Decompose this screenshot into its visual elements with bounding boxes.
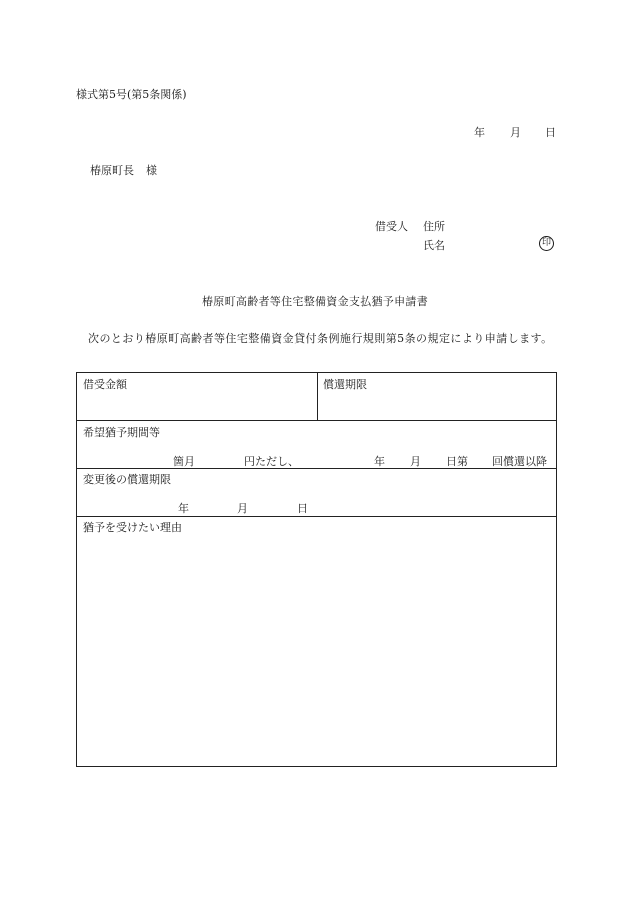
deferral-day-nth-unit: 日第: [446, 455, 468, 468]
deferral-months-unit: 箇月: [173, 455, 195, 468]
document-title: 椿原町高齢者等住宅整備資金支払猶予申請書: [202, 295, 428, 308]
row1-divider: [317, 373, 318, 420]
addressee-honorific: 様: [146, 164, 157, 177]
date-month-label: 月: [510, 126, 521, 139]
row-divider: [77, 468, 556, 469]
date-day-label: 日: [545, 126, 556, 139]
new-deadline-day-unit: 日: [297, 502, 308, 515]
borrower-label: 借受人: [375, 220, 408, 233]
row-divider: [77, 420, 556, 421]
addressee: [90, 162, 157, 178]
deferral-yen-unit: 円ただし、: [244, 455, 299, 468]
name-label: 氏名: [423, 239, 445, 252]
deferral-month-unit: 月: [410, 455, 421, 468]
loan-amount-label: 借受金額: [83, 378, 127, 391]
deferral-reason-label: 猶予を受けたい理由: [83, 521, 182, 534]
address-label: 住所: [423, 220, 445, 233]
row-divider: [77, 516, 556, 517]
deferral-year-unit: 年: [374, 455, 385, 468]
deferral-period-label: 希望猶予期間等: [83, 426, 160, 439]
seal-mark: 印: [539, 236, 554, 251]
repayment-period-label: 償還期限: [323, 378, 367, 391]
addressee-name: 椿原町長: [90, 164, 134, 177]
application-form-table: [76, 372, 557, 767]
date-year-label: 年: [474, 126, 485, 139]
new-deadline-year-unit: 年: [178, 502, 189, 515]
new-deadline-label: 変更後の償還期限: [83, 473, 171, 486]
form-number: 様式第5号(第5条関係): [76, 88, 187, 101]
body-text: 次のとおり椿原町高齢者等住宅整備資金貸付条例施行規則第5条の規定により申請します。: [88, 332, 553, 345]
new-deadline-month-unit: 月: [237, 502, 248, 515]
deferral-after-label: 回償還以降: [492, 455, 547, 468]
